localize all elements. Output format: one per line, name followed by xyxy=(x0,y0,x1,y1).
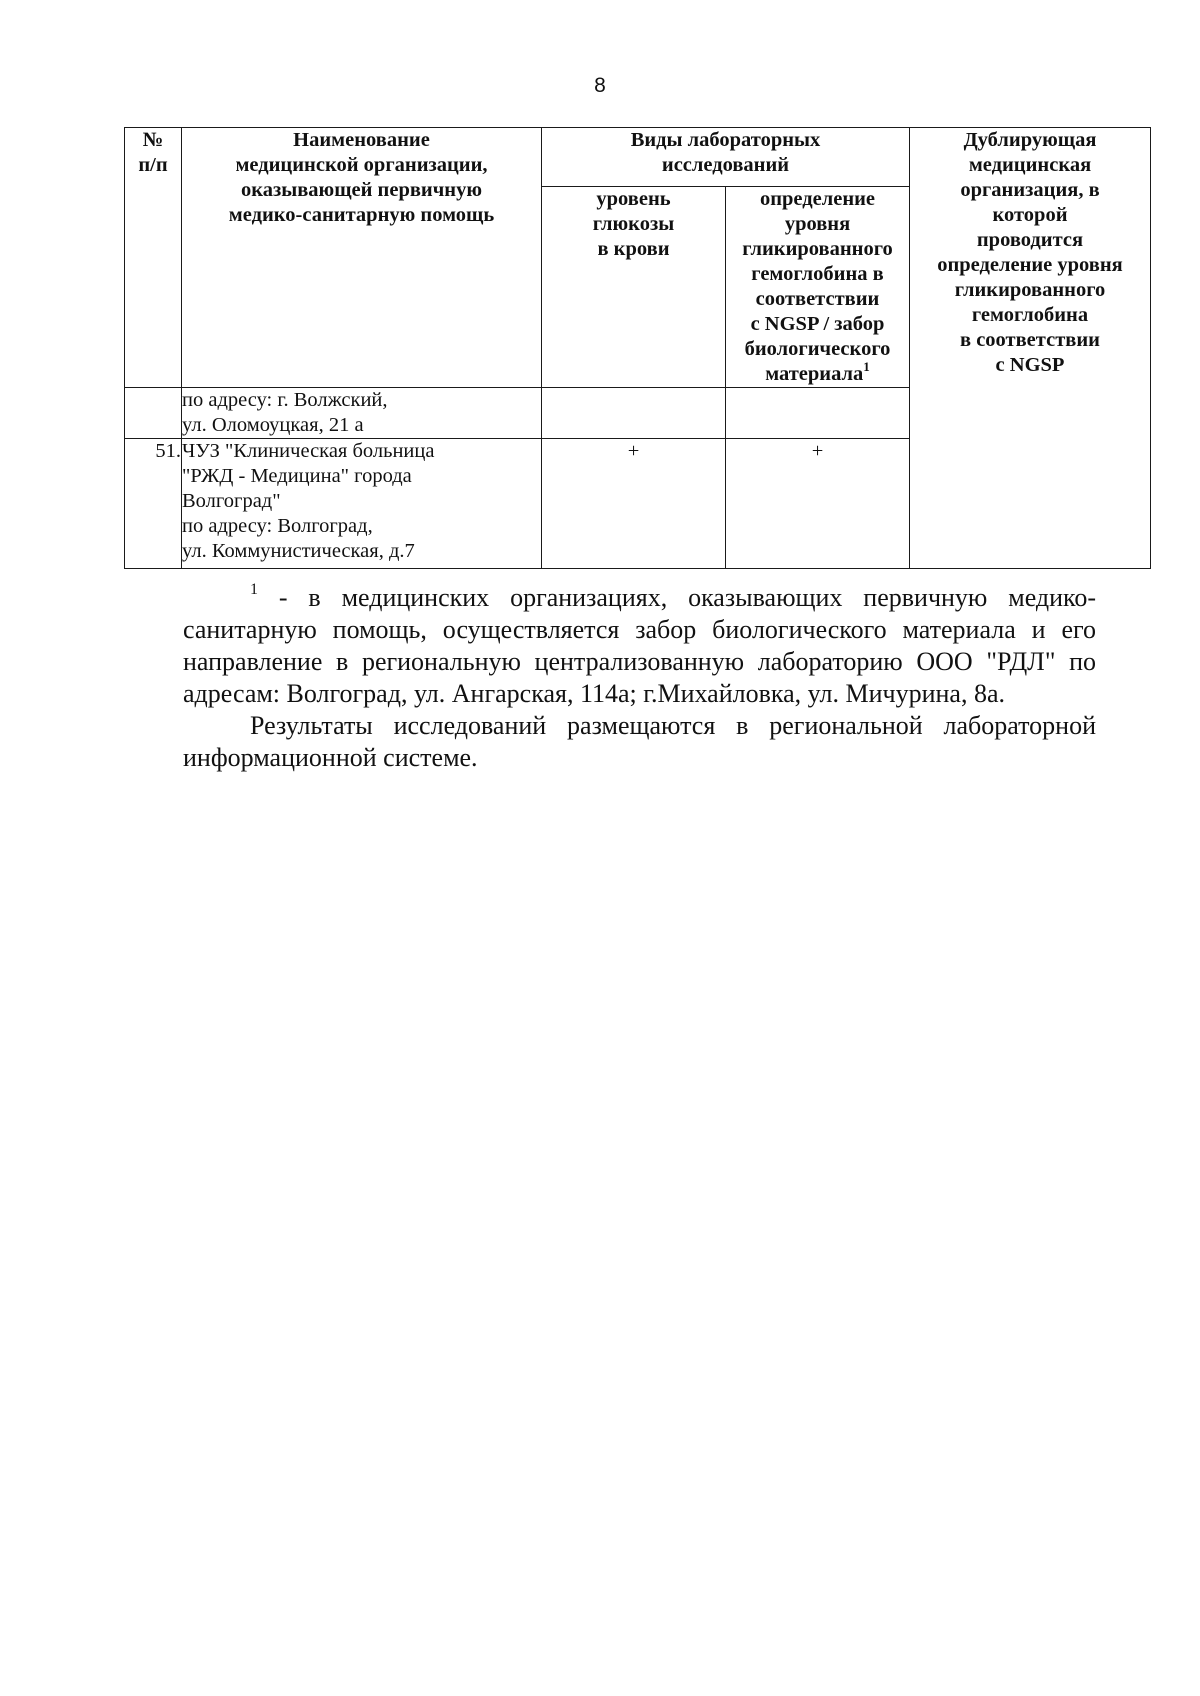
row-organization-line: ЧУЗ "Клиническая больница xyxy=(182,440,435,462)
header-duplicate-line: которой xyxy=(992,204,1068,226)
header-hba1c-line: соответствии xyxy=(755,288,880,310)
header-row-top xyxy=(125,128,1151,187)
results-paragraph: Результаты исследований размещаются в региональной лабораторной информационной системе. xyxy=(183,711,1096,772)
header-hba1c-line: гемоглобина в xyxy=(751,263,884,285)
row-organization xyxy=(182,388,542,439)
page-number: 8 xyxy=(594,74,606,97)
header-glucose-line: уровень xyxy=(596,188,671,210)
header-name-line: Наименование xyxy=(293,129,430,151)
footnote-paragraph xyxy=(183,582,1096,710)
row-glucose-mark: + xyxy=(542,439,726,569)
footnote-reference: 1 xyxy=(863,359,870,374)
header-glucose-line: в крови xyxy=(597,238,670,260)
laboratory-table xyxy=(124,127,1151,569)
header-hba1c-line: гликированного xyxy=(742,238,893,260)
header-name-line: медико-санитарную помощь xyxy=(228,204,495,226)
row-glucose-mark xyxy=(542,388,726,439)
footnote-mark: 1 xyxy=(250,581,258,598)
header-number-line: п/п xyxy=(138,154,168,176)
header-hba1c-last-word: материала xyxy=(765,363,864,385)
header-lab-types xyxy=(542,128,910,187)
header-number xyxy=(125,128,182,388)
header-hba1c-line: определение уровня xyxy=(759,188,876,235)
row-organization-line: ул. Коммунистическая, д.7 xyxy=(182,540,415,562)
header-duplicate-line: Дублирующая xyxy=(963,129,1097,151)
header-duplicate-line: гемоглобина xyxy=(971,304,1089,326)
row-organization xyxy=(182,439,542,569)
header-glucose-line: глюкозы xyxy=(592,213,675,235)
header-duplicate-line: определение уровня xyxy=(937,254,1123,276)
footnote-text: - в медицинских организациях, оказывающих первичную медико-санитарную помощь, осуществляется забор биологического материала и его направление в региональную централизованную лабораторию ООО "РДЛ" по адресам: Волгоград, ул. Ангарская, 114а; г.Михайловка, ул. Мичурина, 8а. xyxy=(183,583,1096,708)
row-organization-line: по адресу: Волгоград, xyxy=(182,515,373,537)
header-name-line: оказывающей первичную xyxy=(240,179,483,201)
header-hba1c-line: с NGSP / забор xyxy=(750,313,885,335)
header-duplicate-line: организация, в xyxy=(960,179,1100,201)
header-name xyxy=(182,128,542,388)
header-name-line: медицинской организации, xyxy=(235,154,488,176)
header-lab-types-line: Виды лабораторных xyxy=(630,129,821,151)
row-hba1c-mark: + xyxy=(726,439,910,569)
header-hba1c-line xyxy=(726,359,909,387)
row-number: 51. xyxy=(125,439,182,569)
header-lab-types-line: исследований xyxy=(661,154,790,176)
header-duplicate-line: проводится xyxy=(976,229,1084,251)
row-hba1c-mark xyxy=(726,388,910,439)
header-hba1c xyxy=(726,187,910,388)
row-organization-line: ул. Оломоуцкая, 21 а xyxy=(182,414,364,436)
header-number-line: № xyxy=(142,129,164,151)
header-duplicate-line: гликированного xyxy=(954,279,1106,301)
row-organization-line: по адресу: г. Волжский, xyxy=(182,389,388,411)
row-organization-line: "РЖД - Медицина" города xyxy=(182,465,412,487)
header-hba1c-line: биологического xyxy=(744,338,891,360)
row-organization-line: Волгоград" xyxy=(182,490,281,512)
header-glucose xyxy=(542,187,726,388)
row-number xyxy=(125,388,182,439)
header-duplicate-line: с NGSP xyxy=(995,354,1065,376)
header-duplicate-organization xyxy=(910,128,1151,569)
header-duplicate-line: медицинская xyxy=(968,154,1092,176)
footnote-block xyxy=(183,582,1096,774)
header-duplicate-line: в соответствии xyxy=(960,329,1100,351)
